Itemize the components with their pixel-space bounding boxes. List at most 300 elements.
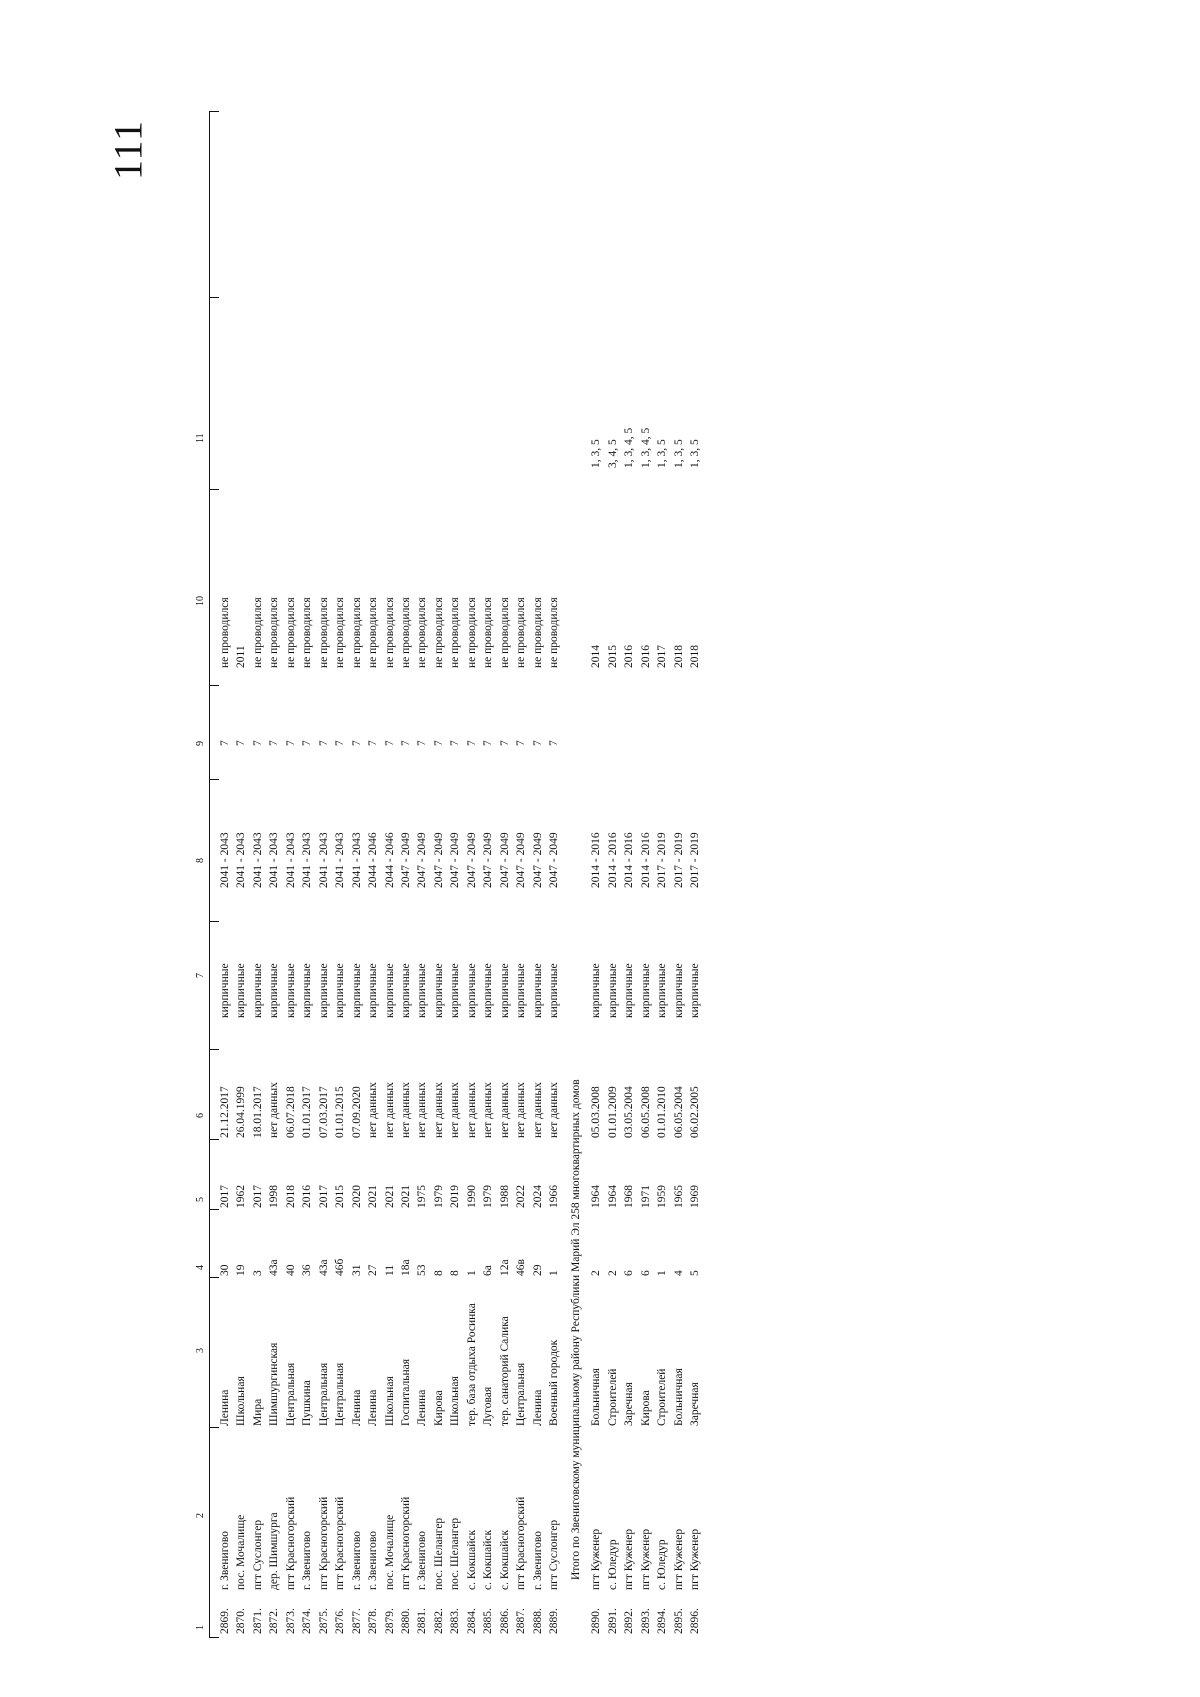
build-year-cell: 1969 — [689, 1185, 701, 1208]
settlement-cell: пгт Куженер — [590, 1528, 602, 1590]
row-number-cell: 2891. — [606, 1608, 619, 1634]
period-cell: 2047 - 2049 — [432, 832, 445, 888]
column-9-cell: 7 — [301, 740, 314, 746]
row-number-cell: 2893. — [639, 1608, 652, 1634]
table-row — [638, 112, 654, 1638]
period-cell: 2017 - 2019 — [689, 832, 701, 888]
date-cell: нет данных — [268, 1082, 281, 1138]
street-cell: Ленина — [416, 1389, 429, 1426]
date-cell: нет данных — [449, 1082, 462, 1138]
table-row — [250, 112, 266, 1638]
settlement-cell: пос. Шелангер — [449, 1517, 462, 1590]
row-number-cell: 2882. — [432, 1608, 445, 1634]
settlement-cell: с. Юледур — [656, 1539, 668, 1590]
column-10-cell: не проводился — [399, 597, 412, 668]
column-header-2: 2 — [195, 1513, 206, 1518]
build-year-cell: 1988 — [498, 1185, 511, 1208]
build-year-cell: 2021 — [383, 1185, 396, 1208]
period-cell: 2017 - 2019 — [656, 832, 668, 888]
rotated-table — [195, 112, 975, 1638]
street-cell: Школьная — [449, 1376, 462, 1426]
house-number-cell: 8 — [432, 1270, 445, 1276]
date-cell: нет данных — [515, 1082, 528, 1138]
row-number-cell: 2889. — [548, 1608, 560, 1634]
table-row — [431, 112, 447, 1638]
date-cell: 03.05.2004 — [623, 1086, 635, 1138]
build-year-cell: 1964 — [606, 1185, 619, 1208]
settlement-cell: пгт Суслонгер — [548, 1519, 560, 1590]
street-cell: Пушкина — [301, 1380, 314, 1426]
column-9-cell: 7 — [432, 740, 445, 746]
wall-material-cell: кирпичные — [334, 963, 347, 1018]
house-number-cell: 3 — [251, 1270, 264, 1276]
column-11-cell: 1, 3, 5 — [590, 439, 602, 468]
wall-material-cell: кирпичные — [416, 963, 429, 1018]
table-row — [365, 112, 381, 1638]
date-cell: нет данных — [416, 1082, 429, 1138]
row-number-cell: 2875. — [317, 1608, 330, 1634]
period-cell: 2047 - 2049 — [515, 832, 528, 888]
settlement-cell: г. Звенигово — [531, 1531, 544, 1590]
build-year-cell: 2016 — [301, 1185, 314, 1208]
house-number-cell: 6 — [639, 1270, 652, 1276]
column-10-cell: не проводился — [284, 597, 297, 668]
row-number-cell: 2872. — [268, 1608, 281, 1634]
house-number-cell: 8 — [449, 1270, 462, 1276]
period-cell: 2047 - 2049 — [449, 832, 462, 888]
column-11-cell: 1, 3, 4, 5 — [639, 427, 652, 468]
house-number-cell: 1 — [656, 1270, 668, 1276]
table-row — [283, 112, 299, 1638]
column-10-cell: 2014 — [590, 645, 602, 668]
date-cell: 01.01.2017 — [301, 1086, 314, 1138]
column-10-cell: не проводился — [531, 597, 544, 668]
table-row — [447, 112, 463, 1638]
street-cell: Больничная — [672, 1368, 685, 1426]
settlement-cell: пгт Красногорский — [317, 1496, 330, 1590]
house-number-cell: 6а — [482, 1265, 495, 1276]
date-cell: 18.01.2017 — [251, 1086, 264, 1138]
build-year-cell: 2018 — [284, 1185, 297, 1208]
row-number-cell: 2877. — [350, 1608, 363, 1634]
wall-material-cell: кирпичные — [235, 963, 248, 1018]
house-number-cell: 1 — [465, 1270, 478, 1276]
period-cell: 2041 - 2043 — [301, 832, 314, 888]
street-cell: Школьная — [235, 1376, 248, 1426]
date-cell: 06.05.2008 — [639, 1086, 652, 1138]
period-cell: 2047 - 2049 — [498, 832, 511, 888]
page-number: 111 — [105, 119, 151, 181]
date-cell: нет данных — [548, 1082, 560, 1138]
house-number-cell: 53 — [416, 1264, 429, 1276]
column-10-cell: 2017 — [656, 645, 668, 668]
period-cell: 2041 - 2043 — [317, 832, 330, 888]
settlement-cell: г. Звенигово — [219, 1531, 231, 1590]
date-cell: нет данных — [367, 1082, 380, 1138]
street-cell: Военный городок — [548, 1339, 560, 1426]
house-number-cell: 12а — [498, 1259, 511, 1276]
table-row — [621, 112, 637, 1638]
build-year-cell: 2017 — [251, 1185, 264, 1208]
wall-material-cell: кирпичные — [531, 963, 544, 1018]
wall-material-cell: кирпичные — [449, 963, 462, 1018]
build-year-cell: 2021 — [399, 1185, 412, 1208]
column-10-cell: не проводился — [515, 597, 528, 668]
column-10-cell: 2018 — [689, 645, 701, 668]
header-rule — [209, 112, 210, 1638]
column-9-cell: 7 — [465, 740, 478, 746]
wall-material-cell: кирпичные — [219, 963, 231, 1018]
street-cell: Ленина — [531, 1389, 544, 1426]
settlement-cell: г. Звенигово — [350, 1531, 363, 1590]
column-header-3: 3 — [195, 1348, 206, 1353]
build-year-cell: 1990 — [465, 1185, 478, 1208]
table-row — [654, 112, 670, 1638]
wall-material-cell: кирпичные — [465, 963, 478, 1018]
column-10-cell: не проводился — [383, 597, 396, 668]
table-row — [299, 112, 315, 1638]
column-header-7: 7 — [195, 973, 206, 978]
date-cell: 26.04.1999 — [235, 1086, 248, 1138]
table-row — [233, 112, 249, 1638]
table-row — [513, 112, 529, 1638]
period-cell: 2014 - 2016 — [623, 832, 635, 888]
street-cell: Ленина — [219, 1389, 231, 1426]
street-cell: Заречная — [689, 1382, 701, 1426]
row-number-cell: 2888. — [531, 1608, 544, 1634]
house-number-cell: 40 — [284, 1264, 297, 1276]
column-header-5: 5 — [195, 1197, 206, 1202]
row-number-cell: 2876. — [334, 1608, 347, 1634]
settlement-cell: пос. Мочалище — [383, 1514, 396, 1590]
column-11-cell: 1, 3, 5 — [689, 439, 701, 468]
street-cell: Кирова — [639, 1390, 652, 1426]
build-year-cell: 1968 — [623, 1185, 635, 1208]
build-year-cell: 1962 — [235, 1185, 248, 1208]
street-cell: Луговая — [482, 1386, 495, 1426]
wall-material-cell: кирпичные — [284, 963, 297, 1018]
settlement-cell: с. Кокшайск — [498, 1529, 511, 1590]
period-cell: 2041 - 2043 — [284, 832, 297, 888]
period-cell: 2014 - 2016 — [606, 832, 619, 888]
wall-material-cell: кирпичные — [317, 963, 330, 1018]
column-10-cell: не проводился — [465, 597, 478, 668]
build-year-cell: 1979 — [432, 1185, 445, 1208]
period-cell: 2047 - 2049 — [416, 832, 429, 888]
row-number-cell: 2887. — [515, 1608, 528, 1634]
wall-material-cell: кирпичные — [399, 963, 412, 1018]
row-number-cell: 2879. — [383, 1608, 396, 1634]
period-cell: 2041 - 2043 — [268, 832, 281, 888]
settlement-cell: дер. Шимшурга — [268, 1512, 281, 1590]
date-cell: 05.03.2008 — [590, 1086, 602, 1138]
date-cell: нет данных — [498, 1082, 511, 1138]
column-header-11: 11 — [195, 433, 206, 443]
row-number-cell: 2892. — [623, 1608, 635, 1634]
column-9-cell: 7 — [317, 740, 330, 746]
build-year-cell: 2022 — [515, 1185, 528, 1208]
street-cell: Ленина — [350, 1389, 363, 1426]
house-number-cell: 30 — [219, 1264, 231, 1276]
period-cell: 2017 - 2019 — [672, 832, 685, 888]
house-number-cell: 31 — [350, 1264, 363, 1276]
column-9-cell: 7 — [350, 740, 363, 746]
period-cell: 2044 - 2046 — [383, 832, 396, 888]
table-row — [671, 112, 687, 1638]
house-number-cell: 43а — [317, 1259, 330, 1276]
column-10-cell: не проводился — [251, 597, 264, 668]
settlement-cell: г. Звенигово — [367, 1531, 380, 1590]
row-number-cell: 2874. — [301, 1608, 314, 1634]
district-total-row: Итого по Звениговскому муниципальному району Республики Марий Эл 258 многоквартирных домов — [570, 1079, 582, 1580]
column-10-cell: не проводился — [334, 597, 347, 668]
row-number-cell: 2883. — [449, 1608, 462, 1634]
build-year-cell: 1979 — [482, 1185, 495, 1208]
period-cell: 2047 - 2049 — [548, 832, 560, 888]
column-10-cell: не проводился — [301, 597, 314, 668]
street-cell: Мира — [251, 1398, 264, 1426]
column-11-cell: 1, 3, 4, 5 — [623, 427, 635, 468]
period-cell: 2044 - 2046 — [367, 832, 380, 888]
date-cell: нет данных — [482, 1082, 495, 1138]
street-cell: тер. база отдыха Росинка — [465, 1303, 478, 1426]
house-number-cell: 46б — [334, 1258, 347, 1276]
column-11-cell: 1, 3, 5 — [672, 439, 685, 468]
column-header-10: 10 — [195, 596, 206, 606]
row-number-cell: 2885. — [482, 1608, 495, 1634]
wall-material-cell: кирпичные — [548, 963, 560, 1018]
build-year-cell: 1959 — [656, 1185, 668, 1208]
column-header-1: 1 — [195, 1625, 206, 1630]
street-cell: Кирова — [432, 1390, 445, 1426]
settlement-cell: пгт Куженер — [689, 1528, 701, 1590]
settlement-cell: пгт Суслонгер — [251, 1519, 264, 1590]
period-cell: 2047 - 2049 — [399, 832, 412, 888]
wall-material-cell: кирпичные — [301, 963, 314, 1018]
wall-material-cell: кирпичные — [639, 963, 652, 1018]
build-year-cell: 2021 — [367, 1185, 380, 1208]
period-cell: 2041 - 2043 — [350, 832, 363, 888]
settlement-cell: пгт Куженер — [639, 1528, 652, 1590]
table-row — [605, 112, 621, 1638]
table-row — [266, 112, 282, 1638]
wall-material-cell: кирпичные — [268, 963, 281, 1018]
period-cell: 2047 - 2049 — [465, 832, 478, 888]
street-cell: Строителей — [656, 1368, 668, 1426]
house-number-cell: 4 — [672, 1270, 685, 1276]
wall-material-cell: кирпичные — [606, 963, 619, 1018]
house-number-cell: 1 — [548, 1270, 560, 1276]
build-year-cell: 2019 — [449, 1185, 462, 1208]
settlement-cell: пгт Куженер — [672, 1528, 685, 1590]
build-year-cell: 1975 — [416, 1185, 429, 1208]
column-10-cell: не проводился — [548, 597, 560, 668]
date-cell: нет данных — [465, 1082, 478, 1138]
column-11-cell: 3, 4, 5 — [606, 439, 619, 468]
street-cell: Больничная — [590, 1368, 602, 1426]
house-number-cell: 2 — [606, 1270, 619, 1276]
house-number-cell: 29 — [531, 1264, 544, 1276]
date-cell: 21.12.2017 — [219, 1086, 231, 1138]
table-row — [316, 112, 332, 1638]
date-cell: 07.09.2020 — [350, 1086, 363, 1138]
date-cell: 06.02.2005 — [689, 1086, 701, 1138]
column-9-cell: 7 — [399, 740, 412, 746]
period-cell: 2047 - 2049 — [531, 832, 544, 888]
table-row — [217, 112, 233, 1638]
column-10-cell: не проводился — [482, 597, 495, 668]
table-row — [464, 112, 480, 1638]
street-cell: Шимшургинская — [268, 1342, 281, 1426]
settlement-cell: пгт Красногорский — [399, 1496, 412, 1590]
column-9-cell: 7 — [251, 740, 264, 746]
street-cell: Центральная — [334, 1362, 347, 1426]
row-number-cell: 2881. — [416, 1608, 429, 1634]
wall-material-cell: кирпичные — [623, 963, 635, 1018]
street-cell: Госпитальная — [399, 1359, 412, 1426]
column-10-cell: не проводился — [416, 597, 429, 668]
street-cell: Центральная — [317, 1362, 330, 1426]
wall-material-cell: кирпичные — [350, 963, 363, 1018]
row-number-cell: 2871. — [251, 1608, 264, 1634]
date-cell: нет данных — [383, 1082, 396, 1138]
column-10-cell: не проводился — [498, 597, 511, 668]
column-9-cell: 7 — [268, 740, 281, 746]
date-cell: 01.01.2009 — [606, 1086, 619, 1138]
table-row — [497, 112, 513, 1638]
column-9-cell: 7 — [531, 740, 544, 746]
settlement-cell: г. Звенигово — [301, 1531, 314, 1590]
house-number-cell: 19 — [235, 1264, 248, 1276]
row-number-cell: 2896. — [689, 1608, 701, 1634]
street-cell: Школьная — [383, 1376, 396, 1426]
column-9-cell: 7 — [383, 740, 396, 746]
wall-material-cell: кирпичные — [383, 963, 396, 1018]
column-10-cell: не проводился — [317, 597, 330, 668]
column-10-cell: не проводился — [268, 597, 281, 668]
date-cell: 01.01.2010 — [656, 1086, 668, 1138]
column-10-cell: 2011 — [235, 645, 248, 668]
column-header-9: 9 — [195, 741, 206, 746]
row-number-cell: 2878. — [367, 1608, 380, 1634]
wall-material-cell: кирпичные — [672, 963, 685, 1018]
column-9-cell: 7 — [367, 740, 380, 746]
row-number-cell: 2894. — [656, 1608, 668, 1634]
settlement-cell: пгт Красногорский — [515, 1496, 528, 1590]
house-number-cell: 5 — [689, 1270, 701, 1276]
date-cell: нет данных — [432, 1082, 445, 1138]
wall-material-cell: кирпичные — [498, 963, 511, 1018]
column-10-cell: 2016 — [639, 645, 652, 668]
settlement-cell: пгт Красногорский — [284, 1496, 297, 1590]
house-number-cell: 11 — [383, 1264, 396, 1276]
house-number-cell: 2 — [590, 1270, 602, 1276]
column-header-6: 6 — [195, 1113, 206, 1118]
column-10-cell: 2016 — [623, 645, 635, 668]
column-9-cell: 7 — [482, 740, 495, 746]
wall-material-cell: кирпичные — [515, 963, 528, 1018]
build-year-cell: 2020 — [350, 1185, 363, 1208]
table-row — [414, 112, 430, 1638]
column-9-cell: 7 — [515, 740, 528, 746]
column-10-cell: не проводился — [219, 597, 231, 668]
table-row — [332, 112, 348, 1638]
settlement-cell: г. Звенигово — [416, 1531, 429, 1590]
date-cell: 06.05.2004 — [672, 1086, 685, 1138]
column-9-cell: 7 — [219, 740, 231, 746]
date-cell: нет данных — [531, 1082, 544, 1138]
column-9-cell: 7 — [449, 740, 462, 746]
wall-material-cell: кирпичные — [251, 963, 264, 1018]
period-cell: 2041 - 2043 — [235, 832, 248, 888]
row-number-cell: 2895. — [672, 1608, 685, 1634]
row-number-cell: 2870. — [235, 1608, 248, 1634]
house-number-cell: 43а — [268, 1259, 281, 1276]
date-cell: нет данных — [399, 1082, 412, 1138]
period-cell: 2047 - 2049 — [482, 832, 495, 888]
build-year-cell: 1971 — [639, 1185, 652, 1208]
row-number-cell: 2886. — [498, 1608, 511, 1634]
column-11-cell: 1, 3, 5 — [656, 439, 668, 468]
row-number-cell: 2880. — [399, 1608, 412, 1634]
street-cell: Центральная — [515, 1362, 528, 1426]
column-10-cell: не проводился — [449, 597, 462, 668]
settlement-cell: пгт Красногорский — [334, 1496, 347, 1590]
row-number-cell: 2890. — [590, 1608, 602, 1634]
column-10-cell: не проводился — [432, 597, 445, 668]
column-10-cell: 2015 — [606, 645, 619, 668]
build-year-cell: 1964 — [590, 1185, 602, 1208]
house-number-cell: 36 — [301, 1264, 314, 1276]
column-9-cell: 7 — [498, 740, 511, 746]
row-number-cell: 2869. — [219, 1608, 231, 1634]
house-number-cell: 6 — [623, 1270, 635, 1276]
build-year-cell: 2024 — [531, 1185, 544, 1208]
date-cell: 07.03.2017 — [317, 1086, 330, 1138]
settlement-cell: с. Кокшайск — [465, 1529, 478, 1590]
build-year-cell: 1998 — [268, 1185, 281, 1208]
table-row — [687, 112, 703, 1638]
table-row — [546, 112, 562, 1638]
settlement-cell: с. Кокшайск — [482, 1529, 495, 1590]
column-10-cell: не проводился — [367, 597, 380, 668]
table-row — [398, 112, 414, 1638]
build-year-cell: 2015 — [334, 1185, 347, 1208]
wall-material-cell: кирпичные — [432, 963, 445, 1018]
table-row — [480, 112, 496, 1638]
date-cell: 01.01.2015 — [334, 1086, 347, 1138]
settlement-cell: пос. Шелангер — [432, 1517, 445, 1590]
table-row — [349, 112, 365, 1638]
street-cell: Центральная — [284, 1362, 297, 1426]
build-year-cell: 2017 — [219, 1185, 231, 1208]
house-number-cell: 46в — [515, 1259, 528, 1276]
street-cell: тер. санаторий Салика — [498, 1316, 511, 1426]
column-9-cell: 7 — [284, 740, 297, 746]
column-10-cell: не проводился — [350, 597, 363, 668]
wall-material-cell: кирпичные — [656, 963, 668, 1018]
wall-material-cell: кирпичные — [482, 963, 495, 1018]
period-cell: 2041 - 2043 — [219, 832, 231, 888]
period-cell: 2014 - 2016 — [590, 832, 602, 888]
period-cell: 2041 - 2043 — [334, 832, 347, 888]
date-cell: 06.07.2018 — [284, 1086, 297, 1138]
street-cell: Строителей — [606, 1368, 619, 1426]
street-cell: Заречная — [623, 1382, 635, 1426]
wall-material-cell: кирпичные — [367, 963, 380, 1018]
house-number-cell: 27 — [367, 1264, 380, 1276]
wall-material-cell: кирпичные — [689, 963, 701, 1018]
